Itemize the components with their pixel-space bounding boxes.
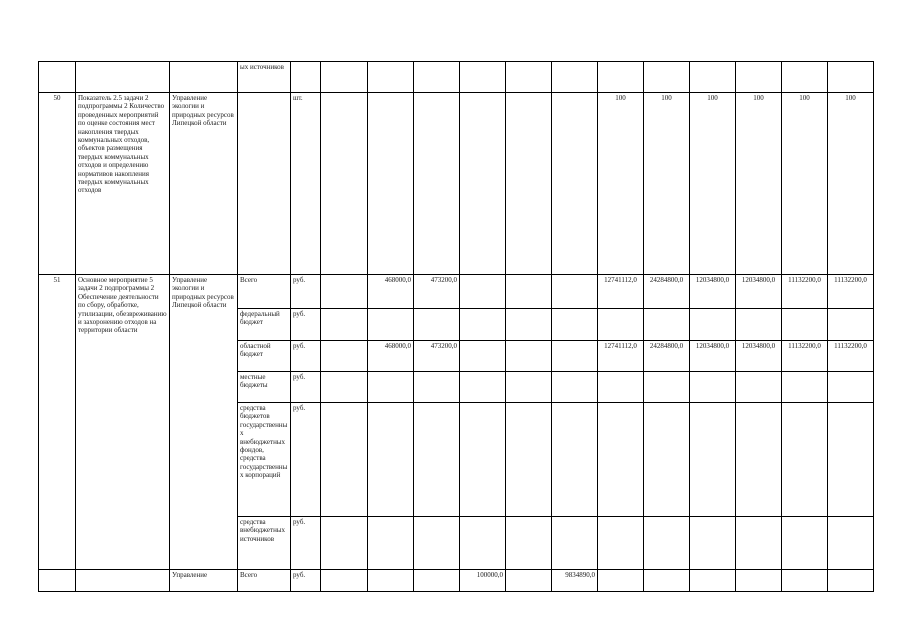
cell-empty xyxy=(321,341,368,372)
cell-empty xyxy=(736,517,782,570)
cell-empty xyxy=(368,309,414,341)
cell-empty xyxy=(414,403,460,517)
cell-value: 12741112,0 xyxy=(598,341,644,372)
cell-empty xyxy=(736,372,782,403)
cell-value: 100 xyxy=(828,93,874,275)
cell-empty xyxy=(460,372,506,403)
cell-value: 100 xyxy=(736,93,782,275)
cell-empty xyxy=(291,62,321,93)
cell-value: 12034800,0 xyxy=(736,341,782,372)
cell-source: ых источников xyxy=(238,62,291,93)
cell-value: 100 xyxy=(782,93,828,275)
cell-row-number: 50 xyxy=(39,93,76,275)
cell-value: 12034800,0 xyxy=(736,275,782,309)
cell-empty xyxy=(828,570,874,592)
cell-empty xyxy=(782,62,828,93)
cell-empty xyxy=(238,93,291,275)
cell-empty xyxy=(644,372,690,403)
cell-empty xyxy=(39,62,76,93)
cell-empty xyxy=(552,62,598,93)
cell-empty xyxy=(321,275,368,309)
cell-empty xyxy=(321,62,368,93)
cell-empty xyxy=(368,62,414,93)
cell-empty xyxy=(828,372,874,403)
cell-empty xyxy=(552,309,598,341)
cell-empty xyxy=(736,403,782,517)
cell-empty xyxy=(552,517,598,570)
cell-source: средства внебюджетных источников xyxy=(238,517,291,570)
cell-value: 12741112,0 xyxy=(598,275,644,309)
cell-empty xyxy=(690,403,736,517)
cell-empty xyxy=(321,570,368,592)
cell-empty xyxy=(690,62,736,93)
cell-empty xyxy=(690,372,736,403)
cell-empty xyxy=(460,93,506,275)
cell-empty xyxy=(506,372,552,403)
program-table xyxy=(38,61,874,592)
cell-empty xyxy=(736,62,782,93)
cell-unit: шт. xyxy=(291,93,321,275)
cell-empty xyxy=(782,570,828,592)
cell-empty xyxy=(644,62,690,93)
cell-value: 11132200,0 xyxy=(828,341,874,372)
cell-empty xyxy=(598,309,644,341)
cell-value: 100000,0 xyxy=(460,570,506,592)
cell-value: 473200,0 xyxy=(414,341,460,372)
cell-empty xyxy=(552,275,598,309)
cell-value: 100 xyxy=(598,93,644,275)
cell-empty xyxy=(414,517,460,570)
cell-empty xyxy=(690,309,736,341)
cell-empty xyxy=(76,62,170,93)
cell-empty xyxy=(506,275,552,309)
cell-empty xyxy=(552,341,598,372)
cell-empty xyxy=(598,372,644,403)
cell-source: средства бюджетов государственных внебюджетных фондов, средства государственных корпораций xyxy=(238,403,291,517)
cell-value: 468000,0 xyxy=(368,275,414,309)
cell-value: 11132200,0 xyxy=(782,341,828,372)
cell-empty xyxy=(598,403,644,517)
cell-value: 11132200,0 xyxy=(828,275,874,309)
cell-empty xyxy=(321,309,368,341)
cell-measure-name: Основное мероприятие 5 задачи 2 подпрограммы 2 Обеспечение деятельности по сбору, обработке, утилизации, обезвреживанию и захоронению отходов на территории области xyxy=(76,275,170,570)
cell-source: федеральный бюджет xyxy=(238,309,291,341)
cell-source: Всего xyxy=(238,570,291,592)
cell-empty xyxy=(506,517,552,570)
cell-value: 12034800,0 xyxy=(690,341,736,372)
cell-empty xyxy=(506,341,552,372)
cell-empty xyxy=(782,372,828,403)
cell-empty xyxy=(552,403,598,517)
cell-empty xyxy=(736,570,782,592)
cell-empty xyxy=(782,517,828,570)
cell-value: 9834890,0 xyxy=(552,570,598,592)
cell-unit: руб. xyxy=(291,309,321,341)
cell-empty xyxy=(414,570,460,592)
cell-unit: руб. xyxy=(291,570,321,592)
cell-empty xyxy=(506,570,552,592)
cell-empty xyxy=(552,372,598,403)
cell-empty xyxy=(414,93,460,275)
cell-empty xyxy=(460,275,506,309)
cell-executor: Управление экологии и природных ресурсов Липецкой области xyxy=(170,93,238,275)
cell-empty xyxy=(690,570,736,592)
cell-empty xyxy=(782,403,828,517)
cell-empty xyxy=(321,372,368,403)
cell-empty xyxy=(598,570,644,592)
cell-empty xyxy=(368,403,414,517)
cell-value: 100 xyxy=(644,93,690,275)
cell-empty xyxy=(368,517,414,570)
cell-empty xyxy=(414,309,460,341)
cell-empty xyxy=(828,309,874,341)
cell-value: 24284800,0 xyxy=(644,275,690,309)
cell-value: 468000,0 xyxy=(368,341,414,372)
cell-empty xyxy=(736,309,782,341)
cell-empty xyxy=(39,570,76,592)
cell-value: 11132200,0 xyxy=(782,275,828,309)
cell-empty xyxy=(368,93,414,275)
cell-unit: руб. xyxy=(291,275,321,309)
cell-empty xyxy=(414,62,460,93)
cell-empty xyxy=(460,403,506,517)
cell-empty xyxy=(170,62,238,93)
cell-executor: Управление экологии и природных ресурсов Липецкой области xyxy=(170,275,238,570)
cell-empty xyxy=(644,517,690,570)
cell-value: 24284800,0 xyxy=(644,341,690,372)
cell-empty xyxy=(414,372,460,403)
cell-value: 473200,0 xyxy=(414,275,460,309)
cell-empty xyxy=(828,62,874,93)
cell-empty xyxy=(460,62,506,93)
cell-empty xyxy=(321,517,368,570)
cell-empty xyxy=(782,309,828,341)
table-row xyxy=(39,275,874,309)
cell-value: 12034800,0 xyxy=(690,275,736,309)
cell-executor: Управление xyxy=(170,570,238,592)
cell-empty xyxy=(460,517,506,570)
cell-empty xyxy=(506,403,552,517)
cell-empty xyxy=(644,309,690,341)
cell-empty xyxy=(644,403,690,517)
cell-value: 100 xyxy=(690,93,736,275)
cell-empty xyxy=(644,570,690,592)
cell-empty xyxy=(828,403,874,517)
cell-empty xyxy=(690,517,736,570)
cell-empty xyxy=(828,517,874,570)
cell-empty xyxy=(506,93,552,275)
cell-empty xyxy=(598,517,644,570)
cell-unit: руб. xyxy=(291,372,321,403)
cell-empty xyxy=(76,570,170,592)
table-row xyxy=(39,93,874,275)
cell-unit: руб. xyxy=(291,341,321,372)
cell-row-number: 51 xyxy=(39,275,76,570)
table-row xyxy=(39,570,874,592)
cell-empty xyxy=(552,93,598,275)
cell-source: местные бюджеты xyxy=(238,372,291,403)
cell-source: областной бюджет xyxy=(238,341,291,372)
cell-empty xyxy=(321,403,368,517)
cell-indicator-name: Показатель 2.5 задачи 2 подпрограммы 2 Количество проведенных мероприятий по оценке состояния мест накопления твердых коммунальных отходов, объектов размещения твердых коммунальных отходов и определению нормативов накопления твердых коммунальных отходов xyxy=(76,93,170,275)
cell-empty xyxy=(598,62,644,93)
table-row xyxy=(39,62,874,93)
cell-empty xyxy=(506,309,552,341)
cell-empty xyxy=(368,372,414,403)
cell-source: Всего xyxy=(238,275,291,309)
cell-unit: руб. xyxy=(291,403,321,517)
cell-empty xyxy=(368,570,414,592)
cell-empty xyxy=(506,62,552,93)
cell-empty xyxy=(321,93,368,275)
cell-empty xyxy=(460,341,506,372)
cell-unit: руб. xyxy=(291,517,321,570)
cell-empty xyxy=(460,309,506,341)
